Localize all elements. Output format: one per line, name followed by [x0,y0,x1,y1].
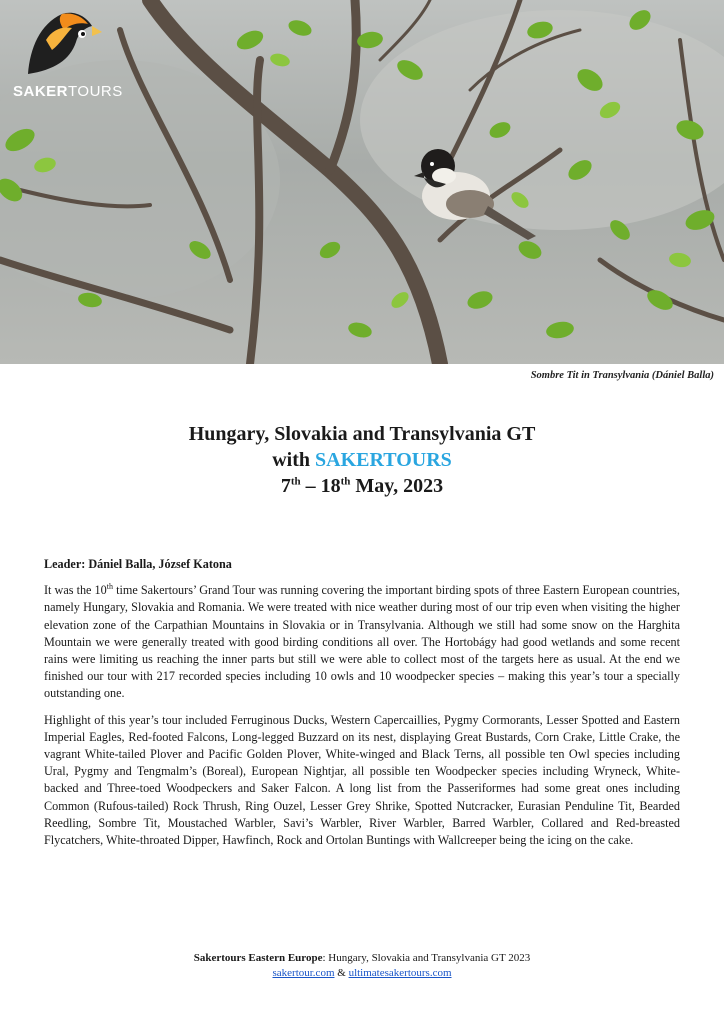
intro-paragraph: It was the 10th time Sakertours’ Grand Tour was running covering the important birding spots of three Eastern European countries, namely Hungary, Slovakia and Romania. We were treated with nice weather during most of our trip even when visiting the higher elevation zone of the Carpathian Mountains in Slovakia or in Transylvania. Although we still had some snow on the Harghita Mountain we were generally treated with good birding conditions all over. The Hortobágy had good wetlands and some recent rains were limiting us reaching the inner parts but still we were able to collect most of the targets here as usual. At the end we finished our tour with 217 recorded species including 10 owls and 10 woodpecker species – making this year’s tour a specially outstanding one. [44,582,680,701]
header-photo [0,0,724,364]
highlights-paragraph: Highlight of this year’s tour included Ferruginous Ducks, Western Capercaillies, Pygmy Cormorants, Lesser Spotted and Eastern Imperial Eagles, Red-footed Falcons, Long-legged Buzzard on its nest, displaying Great Bustards, Corn Crake, Little Crake, the vagrant White-tailed Plover and Pacific Golden Plover, White-winged and Black Terns, all possible ten Owl species including Ural, Pygmy and Tengmalm’s (Boreal), European Nightjar, all possible ten Woodpecker species including Wryneck, White-backed and Three-toed Woodpeckers and Saker Falcon. A long list from the Passeriformes had some great ones including Common (Rufous-tailed) Rock Thrush, Ring Ouzel, Lesser Grey Shrike, Spotted Nutcracker, Eurasian Penduline Tit, Bearded Reedling, Sombre Tit, Moustached Warbler, Savi’s Warbler, River Warbler, Barred Warbler, Collared and Red-breasted Flycatchers, White-throated Dipper, Hawfinch, Rock and Ortolan Buntings with Wallcreeper being the icing on the cake. [44,712,680,848]
footer-title: Sakertours Eastern Europe: Hungary, Slovakia and Transylvania GT 2023 [193,952,531,964]
title-line-2: with SAKERTOURS [272,449,452,471]
report-body [44,556,680,858]
ultimatesakertours-link[interactable]: ultimatesakertours.com [348,967,452,979]
brand-name: SAKERTOURS [315,449,452,471]
photo-caption: Sombre Tit in Transylvania (Dániel Balla) [530,370,714,381]
footer-links: sakertour.com & ultimatesakertours.com [272,967,452,979]
leaders-line: Leader: Dániel Balla, József Katona [44,557,232,571]
tour-dates: 7th – 18th May, 2023 [280,475,444,497]
saker-falcon-head-icon [0,0,124,84]
page-footer [0,951,724,981]
tour-title [0,421,724,499]
title-line-1: Hungary, Slovakia and Transylvania GT [188,423,536,445]
logo-wordmark: SAKERTOURS [13,83,123,100]
sakertour-link[interactable]: sakertour.com [272,967,335,979]
